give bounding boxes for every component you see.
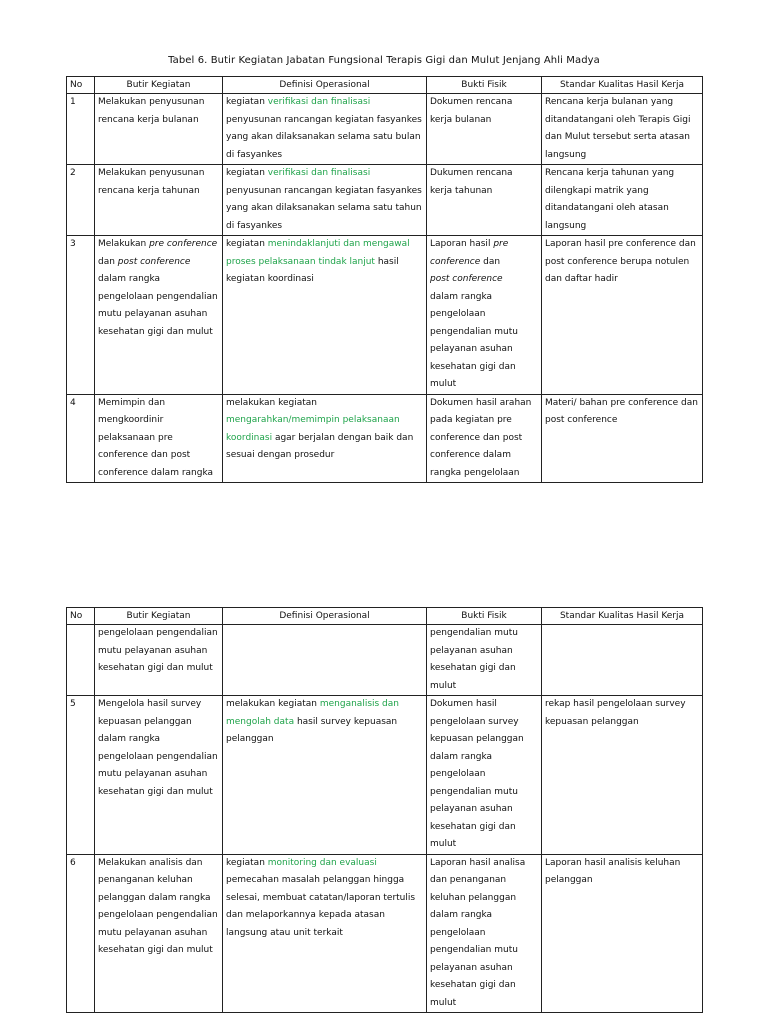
highlighted-text: mengolah data	[226, 716, 295, 727]
cell-bukti	[427, 394, 542, 483]
cell-line	[98, 907, 219, 925]
cell-butir	[95, 854, 223, 1013]
highlighted-text: koordinasi	[226, 432, 273, 443]
cell-line	[430, 112, 538, 130]
cell-line	[430, 942, 538, 960]
cell-line	[226, 412, 423, 430]
cell-line	[226, 147, 423, 165]
text-run: kesehatan gigi dan mulut	[98, 326, 213, 337]
cell-line	[98, 324, 219, 342]
cell-line	[430, 447, 538, 465]
cell-definisi	[223, 236, 427, 395]
cell-line	[226, 271, 423, 289]
highlighted-text: verifikasi dan finalisasi	[267, 97, 371, 107]
text-run: di fasyankes	[226, 220, 283, 231]
text-run: dalam rangka	[98, 274, 161, 284]
text-run: kegiatan	[226, 857, 268, 868]
text-run: Laporan hasil analisa	[430, 857, 526, 868]
header-standar-kualitas: Standar Kualitas Hasil Kerja	[542, 608, 703, 625]
table-row	[67, 625, 703, 696]
table-body	[67, 94, 703, 483]
cell-line	[430, 819, 538, 837]
activity-table-1	[66, 76, 703, 483]
cell-line	[430, 412, 538, 430]
cell-line	[98, 112, 219, 130]
text-run: pelanggan	[545, 875, 593, 885]
text-run: mutu pelayanan asuhan	[98, 769, 208, 779]
text-run: kegiatan	[226, 168, 268, 178]
text-run: pengelolaan	[430, 309, 486, 319]
text-run: Materi/ bahan pre conference dan	[545, 397, 698, 408]
cell-line	[430, 801, 538, 819]
cell-line	[98, 766, 219, 784]
text-run: dan	[98, 256, 118, 267]
cell-line	[545, 271, 699, 289]
italic-text: pre conference	[149, 239, 218, 249]
cell-definisi	[223, 696, 427, 855]
text-run: selesai, membuat catatan/laporan tertulis	[226, 892, 416, 903]
text-run: kesehatan gigi dan mulut	[98, 786, 213, 797]
highlighted-text: menindaklanjuti dan mengawal	[267, 239, 410, 249]
cell-butir	[95, 625, 223, 696]
cell-line	[226, 696, 423, 714]
cell-no: 4	[67, 394, 95, 483]
header-bukti-fisik: Bukti Fisik	[427, 608, 542, 625]
cell-line	[545, 696, 699, 714]
cell-standar	[542, 394, 703, 483]
cell-line	[226, 890, 423, 908]
activity-table-2	[66, 607, 703, 1013]
cell-line	[545, 218, 699, 236]
cell-line	[98, 395, 219, 413]
text-run: post conference berupa notulen	[545, 256, 690, 267]
text-run: Laporan hasil pre conference dan	[545, 239, 696, 249]
text-run: pelayanan asuhan	[430, 645, 513, 656]
cell-line	[98, 890, 219, 908]
text-run: langsung	[545, 220, 587, 231]
cell-line	[98, 872, 219, 890]
cell-definisi	[223, 854, 427, 1013]
text-run: penyusunan rancangan kegiatan fasyankes	[226, 114, 422, 125]
cell-line	[430, 995, 538, 1013]
text-run: mengkoordinir	[98, 415, 164, 425]
cell-line	[430, 731, 538, 749]
cell-line	[545, 129, 699, 147]
cell-line	[98, 625, 219, 643]
cell-bukti	[427, 165, 542, 236]
table-row	[67, 236, 703, 395]
cell-line	[430, 643, 538, 661]
text-run: pengelolaan	[430, 769, 486, 779]
cell-line	[430, 395, 538, 413]
cell-line	[98, 855, 219, 873]
text-run: pengelolaan pengendalian	[98, 751, 218, 762]
cell-line	[430, 271, 538, 289]
cell-line	[430, 925, 538, 943]
text-run: rencana kerja tahunan	[98, 185, 200, 196]
text-run: dilengkapi matrik yang	[545, 185, 649, 196]
cell-line	[545, 147, 699, 165]
table-row	[67, 696, 703, 855]
cell-line	[226, 395, 423, 413]
cell-line	[430, 696, 538, 714]
text-run: pada kegiatan pre	[430, 415, 512, 425]
text-run: kepuasan pelanggan	[98, 716, 192, 727]
cell-line	[98, 306, 219, 324]
text-run: Melakukan penyusunan	[98, 97, 205, 107]
text-run: Memimpin dan	[98, 397, 166, 408]
table-row	[67, 165, 703, 236]
text-run: pelayanan asuhan	[430, 344, 513, 354]
text-run: Laporan hasil	[430, 239, 494, 249]
text-run: langsung	[545, 149, 587, 160]
cell-line	[430, 359, 538, 377]
text-run: kesehatan gigi dan mulut	[98, 663, 213, 673]
italic-text: post conference	[430, 274, 503, 284]
cell-line	[98, 271, 219, 289]
cell-line	[430, 625, 538, 643]
text-run: kesehatan gigi dan	[430, 821, 516, 832]
cell-line	[545, 254, 699, 272]
cell-butir	[95, 94, 223, 165]
table-header-row	[67, 608, 703, 625]
text-run: ditandatangani oleh atasan	[545, 203, 669, 213]
text-run: pengelolaan	[430, 927, 486, 938]
text-run: pengendalian mutu	[430, 786, 518, 797]
text-run: hasil	[374, 256, 399, 267]
text-run: dan Mulut tersebut serta atasan	[545, 132, 690, 142]
text-run: di fasyankes	[226, 149, 283, 160]
cell-line	[226, 236, 423, 254]
text-run: dalam rangka	[430, 751, 493, 762]
text-run: mutu pelayanan asuhan	[98, 645, 208, 656]
cell-line	[430, 836, 538, 854]
header-standar-kualitas: Standar Kualitas Hasil Kerja	[542, 77, 703, 94]
cell-line	[226, 872, 423, 890]
cell-no: 5	[67, 696, 95, 855]
text-run: dalam rangka	[98, 734, 161, 744]
text-run: pengendalian mutu	[430, 628, 518, 638]
cell-line	[545, 395, 699, 413]
text-run: sesuai dengan prosedur	[226, 450, 335, 460]
cell-line	[226, 447, 423, 465]
table-row	[67, 394, 703, 483]
text-run: pengelolaan pengendalian	[98, 628, 218, 638]
text-run: pelayanan asuhan	[430, 962, 513, 973]
highlighted-text: mengarahkan/memimpin pelaksanaan	[226, 415, 400, 425]
cell-line	[430, 254, 538, 272]
cell-line	[98, 643, 219, 661]
text-run: melakukan kegiatan	[226, 699, 320, 709]
cell-line	[430, 749, 538, 767]
table-title: Tabel 6. Butir Kegiatan Jabatan Fungsional Terapis Gigi dan Mulut Jenjang Ahli Madya	[168, 55, 600, 66]
cell-line	[98, 749, 219, 767]
italic-text: conference	[430, 256, 481, 267]
cell-line	[226, 907, 423, 925]
text-run: yang akan dilaksanakan selama satu bulan	[226, 132, 421, 142]
text-run: dalam rangka	[430, 291, 493, 302]
header-no: No	[67, 608, 95, 625]
cell-line	[545, 236, 699, 254]
cell-standar	[542, 625, 703, 696]
cell-line	[226, 855, 423, 873]
text-run: conference dalam	[430, 450, 511, 460]
text-run: kesehatan gigi dan	[430, 663, 516, 673]
cell-butir	[95, 696, 223, 855]
text-run: mutu pelayanan asuhan	[98, 927, 208, 938]
cell-line	[226, 129, 423, 147]
cell-butir	[95, 165, 223, 236]
table-row	[67, 854, 703, 1013]
text-run: kesehatan gigi dan	[430, 980, 516, 990]
cell-bukti	[427, 625, 542, 696]
cell-line	[430, 766, 538, 784]
cell-line	[226, 218, 423, 236]
text-run: kesehatan gigi dan mulut	[98, 945, 213, 955]
text-run: Dokumen hasil	[430, 699, 497, 709]
text-run: conference dalam rangka	[98, 467, 214, 478]
italic-text: pre	[493, 239, 509, 249]
text-run: mutu pelayanan asuhan	[98, 309, 208, 319]
header-bukti-fisik: Bukti Fisik	[427, 77, 542, 94]
cell-line	[98, 696, 219, 714]
cell-definisi	[223, 394, 427, 483]
cell-bukti	[427, 696, 542, 855]
text-run: agar berjalan dengan baik dan	[272, 432, 414, 443]
cell-standar	[542, 165, 703, 236]
cell-line	[545, 872, 699, 890]
cell-line	[545, 200, 699, 218]
cell-no: 6	[67, 854, 95, 1013]
cell-standar	[542, 854, 703, 1013]
text-run: dan daftar hadir	[545, 274, 618, 284]
text-run: conference dan post	[430, 432, 523, 443]
text-run: Rencana kerja tahunan yang	[545, 168, 675, 178]
text-run: yang akan dilaksanakan selama satu tahun	[226, 203, 422, 213]
cell-line	[226, 925, 423, 943]
cell-line	[430, 678, 538, 696]
text-run: pengelolaan pengendalian	[98, 291, 218, 302]
header-butir-kegiatan: Butir Kegiatan	[95, 77, 223, 94]
text-run: dalam rangka	[430, 910, 493, 920]
cell-line	[226, 165, 423, 183]
cell-line	[430, 324, 538, 342]
text-run: pengelolaan survey	[430, 716, 519, 727]
cell-line	[226, 112, 423, 130]
cell-line	[545, 714, 699, 732]
text-run: Melakukan penyusunan	[98, 168, 205, 178]
cell-bukti	[427, 236, 542, 395]
text-run: rencana kerja bulanan	[98, 114, 199, 125]
cell-line	[98, 183, 219, 201]
text-run: pengendalian mutu	[430, 945, 518, 955]
text-run: rekap hasil pengelolaan survey	[545, 699, 686, 709]
cell-no: 3	[67, 236, 95, 395]
cell-line	[545, 183, 699, 201]
header-definisi-operasional: Definisi Operasional	[223, 77, 427, 94]
text-run: mulut	[430, 379, 457, 389]
cell-line	[430, 306, 538, 324]
cell-line	[430, 890, 538, 908]
cell-line	[98, 942, 219, 960]
cell-line	[98, 925, 219, 943]
highlighted-text: verifikasi dan finalisasi	[267, 168, 371, 178]
cell-line	[430, 465, 538, 483]
text-run: penyusunan rancangan kegiatan fasyankes	[226, 185, 422, 196]
text-run: Rencana kerja bulanan yang	[545, 97, 674, 107]
text-run: pengelolaan pengendalian	[98, 910, 218, 920]
text-run: pelanggan	[226, 734, 274, 744]
text-run: rangka pengelolaan	[430, 467, 520, 478]
text-run: pemecahan masalah pelanggan hingga	[226, 875, 405, 885]
text-run: keluhan pelanggan	[430, 892, 517, 903]
text-run: Mengelola hasil survey	[98, 699, 202, 709]
cell-line	[98, 94, 219, 112]
cell-line	[430, 977, 538, 995]
cell-definisi	[223, 165, 427, 236]
cell-line	[98, 165, 219, 183]
cell-line	[430, 784, 538, 802]
text-run: pelanggan dalam rangka	[98, 892, 211, 903]
text-run: kegiatan koordinasi	[226, 274, 314, 284]
text-run: Laporan hasil analisis keluhan	[545, 857, 681, 868]
text-run: kerja bulanan	[430, 114, 492, 125]
text-run: mulut	[430, 997, 457, 1008]
cell-line	[545, 112, 699, 130]
text-run: pelayanan asuhan	[430, 804, 513, 814]
cell-butir	[95, 236, 223, 395]
text-run: Melakukan	[98, 239, 150, 249]
text-run: pengendalian mutu	[430, 326, 518, 337]
cell-line	[98, 236, 219, 254]
header-butir-kegiatan: Butir Kegiatan	[95, 608, 223, 625]
cell-line	[98, 660, 219, 678]
cell-line	[545, 165, 699, 183]
text-run: kepuasan pelanggan	[545, 716, 639, 727]
text-run: hasil survey kepuasan	[294, 716, 398, 727]
table-body	[67, 625, 703, 1013]
cell-line	[226, 714, 423, 732]
text-run: ditandatangani oleh Terapis Gigi	[545, 114, 691, 125]
cell-line	[98, 714, 219, 732]
cell-line	[98, 430, 219, 448]
highlighted-text: menganalisis dan	[319, 699, 399, 709]
text-run: mulut	[430, 839, 457, 849]
cell-line	[98, 465, 219, 483]
highlighted-text: monitoring dan evaluasi	[267, 857, 377, 868]
cell-line	[98, 731, 219, 749]
cell-line	[430, 341, 538, 359]
header-definisi-operasional: Definisi Operasional	[223, 608, 427, 625]
cell-line	[430, 236, 538, 254]
cell-line	[226, 183, 423, 201]
cell-line	[430, 714, 538, 732]
text-run: mulut	[430, 680, 457, 691]
text-run: kerja tahunan	[430, 185, 493, 196]
text-run: conference dan post	[98, 450, 191, 460]
cell-line	[430, 660, 538, 678]
cell-line	[98, 784, 219, 802]
cell-definisi	[223, 625, 427, 696]
header-no: No	[67, 77, 95, 94]
text-run: Melakukan analisis dan	[98, 857, 203, 868]
table-row	[67, 94, 703, 165]
cell-line	[430, 960, 538, 978]
cell-line	[430, 376, 538, 394]
text-run: pelaksanaan pre	[98, 432, 173, 443]
cell-line	[545, 94, 699, 112]
cell-line	[226, 731, 423, 749]
text-run: Dukumen rencana	[430, 168, 513, 178]
cell-line	[98, 289, 219, 307]
cell-line	[226, 200, 423, 218]
text-run: dan melaporkannya kepada atasan	[226, 910, 385, 920]
cell-standar	[542, 236, 703, 395]
cell-line	[430, 872, 538, 890]
text-run: dan penanganan	[430, 875, 507, 885]
cell-line	[430, 430, 538, 448]
text-run: langsung atau unit terkait	[226, 927, 343, 938]
cell-definisi	[223, 94, 427, 165]
cell-line	[226, 430, 423, 448]
text-run: Dokumen rencana	[430, 97, 513, 107]
cell-line	[430, 165, 538, 183]
text-run: dan	[480, 256, 501, 267]
cell-standar	[542, 696, 703, 855]
text-run: Dokumen hasil arahan	[430, 397, 532, 408]
table-header-row	[67, 77, 703, 94]
cell-line	[430, 289, 538, 307]
cell-line	[98, 254, 219, 272]
cell-line	[430, 183, 538, 201]
cell-line	[226, 94, 423, 112]
text-run: kesehatan gigi dan	[430, 361, 516, 372]
text-run: penanganan keluhan	[98, 875, 193, 885]
text-run: kegiatan	[226, 97, 268, 107]
italic-text: post conference	[117, 256, 191, 267]
text-run: kepuasan pelanggan	[430, 734, 524, 744]
cell-line	[226, 254, 423, 272]
cell-line	[545, 412, 699, 430]
cell-standar	[542, 94, 703, 165]
cell-no: 2	[67, 165, 95, 236]
cell-butir	[95, 394, 223, 483]
text-run: melakukan kegiatan	[226, 397, 317, 408]
cell-no	[67, 625, 95, 696]
cell-line	[430, 855, 538, 873]
text-run: kegiatan	[226, 239, 268, 249]
cell-line	[430, 907, 538, 925]
highlighted-text: proses pelaksanaan tindak lanjut	[226, 256, 375, 267]
cell-line	[98, 412, 219, 430]
cell-bukti	[427, 94, 542, 165]
cell-line	[545, 855, 699, 873]
text-run: post conference	[545, 415, 618, 425]
cell-line	[430, 94, 538, 112]
cell-no: 1	[67, 94, 95, 165]
cell-bukti	[427, 854, 542, 1013]
cell-line	[98, 447, 219, 465]
